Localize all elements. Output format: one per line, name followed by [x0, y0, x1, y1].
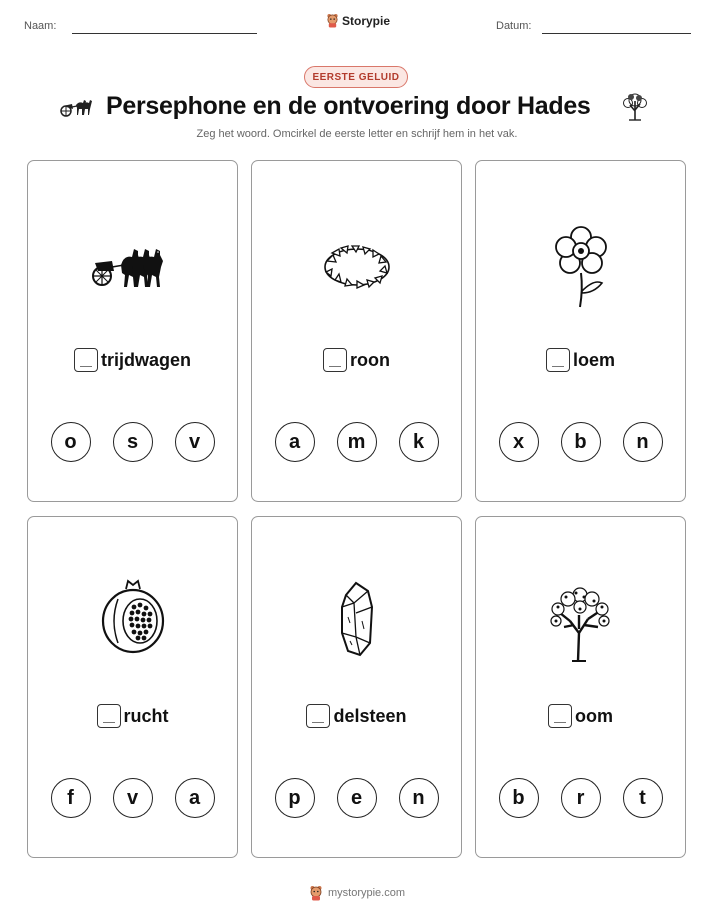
partial-word: oom: [575, 705, 613, 726]
letter-choice[interactable]: f: [51, 778, 91, 818]
letter-choice[interactable]: a: [275, 422, 315, 462]
answer-box[interactable]: [97, 704, 121, 728]
date-field[interactable]: [542, 33, 691, 34]
letter-choice[interactable]: v: [113, 778, 153, 818]
letter-choice[interactable]: r: [561, 778, 601, 818]
partial-word: delsteen: [333, 705, 407, 726]
letter-choice[interactable]: b: [561, 422, 601, 462]
chariot-icon: [60, 96, 94, 118]
title-row: [0, 90, 714, 126]
word-row: [476, 704, 685, 728]
crystal-icon: [312, 577, 402, 667]
brand-logo: [326, 13, 390, 28]
letter-choice[interactable]: s: [113, 422, 153, 462]
letter-choices: [28, 422, 237, 462]
brand-name: Storypie: [342, 13, 391, 28]
laurel-wreath-icon: [312, 221, 402, 311]
word-row: [476, 348, 685, 372]
letter-choice[interactable]: o: [51, 422, 91, 462]
date-label: Datum:: [496, 20, 532, 32]
page-title: Persephone en de ontvoering door Hades: [106, 92, 591, 120]
letter-choices: [252, 422, 461, 462]
worksheet-card: [27, 160, 238, 502]
letter-choice[interactable]: m: [337, 422, 377, 462]
answer-box[interactable]: [546, 348, 570, 372]
letter-choice[interactable]: k: [399, 422, 439, 462]
answer-box[interactable]: [306, 704, 330, 728]
partial-word: loem: [572, 349, 615, 370]
worksheet-card: [251, 516, 462, 858]
answer-box[interactable]: [74, 348, 98, 372]
letter-choices: [476, 778, 685, 818]
worksheet-card: [475, 160, 686, 502]
letter-choices: [28, 778, 237, 818]
letter-choices: [476, 422, 685, 462]
word-row: [28, 704, 237, 728]
answer-box[interactable]: [323, 348, 347, 372]
flower-icon: [536, 221, 626, 311]
worksheet-card: [475, 516, 686, 858]
storypie-mascot-icon: [309, 885, 323, 901]
word-row: [252, 704, 461, 728]
letter-choice[interactable]: b: [499, 778, 539, 818]
tree-icon: [536, 577, 626, 667]
letter-choice[interactable]: x: [499, 422, 539, 462]
letter-choice[interactable]: e: [337, 778, 377, 818]
chariot-icon: [88, 221, 178, 311]
worksheet-card: [251, 160, 462, 502]
tree-icon: [621, 91, 649, 121]
letter-choice[interactable]: t: [623, 778, 663, 818]
letter-choice[interactable]: a: [175, 778, 215, 818]
answer-box[interactable]: [548, 704, 572, 728]
letter-choice[interactable]: n: [623, 422, 663, 462]
category-badge: EERSTE GELUID: [304, 66, 408, 88]
partial-word: trijdwagen: [100, 349, 191, 370]
footer-link[interactable]: mystorypie.com: [327, 887, 406, 899]
pomegranate-icon: [88, 577, 178, 667]
letter-choice[interactable]: p: [275, 778, 315, 818]
letter-choices: [252, 778, 461, 818]
word-row: [28, 348, 237, 372]
footer: [0, 885, 714, 901]
partial-word: roon: [350, 349, 390, 370]
word-row: [252, 348, 461, 372]
letter-choice[interactable]: v: [175, 422, 215, 462]
instructions: Zeg het woord. Omcirkel de eerste letter en schrijf hem in het vak.: [196, 128, 518, 140]
name-field[interactable]: [72, 33, 257, 34]
name-label: Naam:: [24, 20, 57, 32]
partial-word: rucht: [123, 705, 169, 726]
storypie-mascot-icon: [326, 13, 339, 28]
letter-choice[interactable]: n: [399, 778, 439, 818]
worksheet-card: [27, 516, 238, 858]
